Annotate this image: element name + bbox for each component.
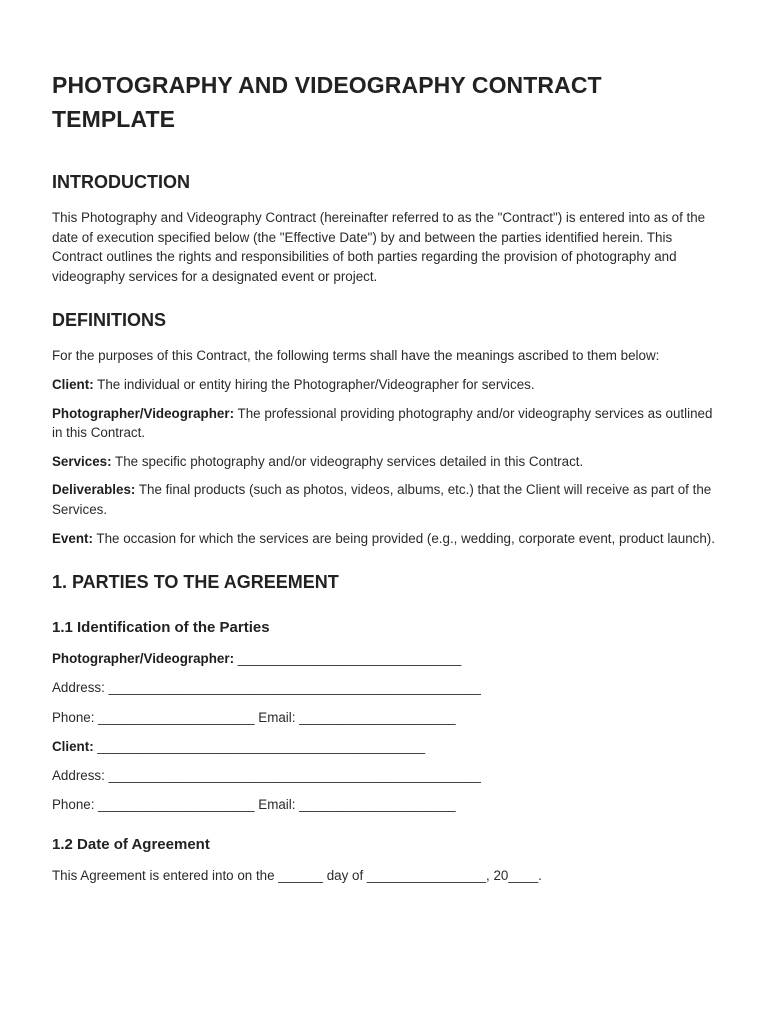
date-field[interactable]: This Agreement is entered into on the ______ day of ________________, 20____.	[52, 867, 542, 883]
definition-client	[52, 375, 718, 395]
definitions-intro: For the purposes of this Contract, the following terms shall have the meanings ascribed to them below:	[52, 348, 660, 364]
photographer-blank[interactable]: ______________________________	[234, 651, 462, 667]
definition-photographer	[52, 404, 718, 443]
definition-text: The final products (such as photos, videos, albums, etc.) that the Client will receive as part of the Services.	[52, 482, 712, 517]
photographer-field[interactable]	[52, 649, 718, 669]
definition-text: The specific photography and/or videography services detailed in this Contract.	[111, 453, 584, 469]
definition-text: The individual or entity hiring the Photographer/Videographer for services.	[93, 376, 535, 392]
introduction-text: This Photography and Videography Contract (hereinafter referred to as the "Contract") is entered into as of the date of execution specified below (the "Effective Date") by and between the parties identified herein. This Contract outlines the rights and responsibilities of both parties regarding the provision of photography and videography services for a designated event or project.	[52, 210, 706, 284]
definition-services	[52, 452, 718, 472]
definition-term: Event:	[52, 530, 93, 546]
photographer-label: Photographer/Videographer:	[52, 651, 235, 667]
identification-heading: 1.1 Identification of the Parties	[52, 619, 270, 637]
definition-term: Client:	[52, 376, 94, 392]
introduction-heading: INTRODUCTION	[52, 172, 190, 192]
definition-event	[52, 529, 718, 549]
client-field[interactable]	[52, 737, 718, 757]
client-phone-email-field[interactable]: Phone: _____________________ Email: _____________________	[52, 797, 456, 813]
client-address-field[interactable]: Address: __________________________________________________	[52, 767, 481, 783]
parties-heading: 1. PARTIES TO THE AGREEMENT	[52, 572, 339, 593]
client-blank[interactable]: ____________________________________________	[93, 738, 426, 754]
definitions-heading: DEFINITIONS	[52, 310, 167, 331]
definition-text: The professional providing photography and/or videography services as outlined in this Contract.	[52, 405, 713, 441]
client-label: Client:	[52, 738, 94, 754]
photographer-address-field[interactable]: Address: __________________________________________________	[52, 680, 481, 696]
definition-term: Photographer/Videographer:	[52, 405, 235, 421]
definition-term: Services:	[52, 453, 112, 469]
definition-text: The occasion for which the services are being provided (e.g., wedding, corporate event, product launch).	[92, 530, 715, 546]
definition-term: Deliverables:	[52, 482, 136, 498]
definition-deliverables	[52, 480, 718, 519]
document-title: PHOTOGRAPHY AND VIDEOGRAPHY CONTRACT TEMPLATE	[52, 72, 602, 132]
photographer-phone-email-field[interactable]: Phone: _____________________ Email: _____________________	[52, 709, 456, 725]
date-heading: 1.2 Date of Agreement	[52, 835, 210, 853]
